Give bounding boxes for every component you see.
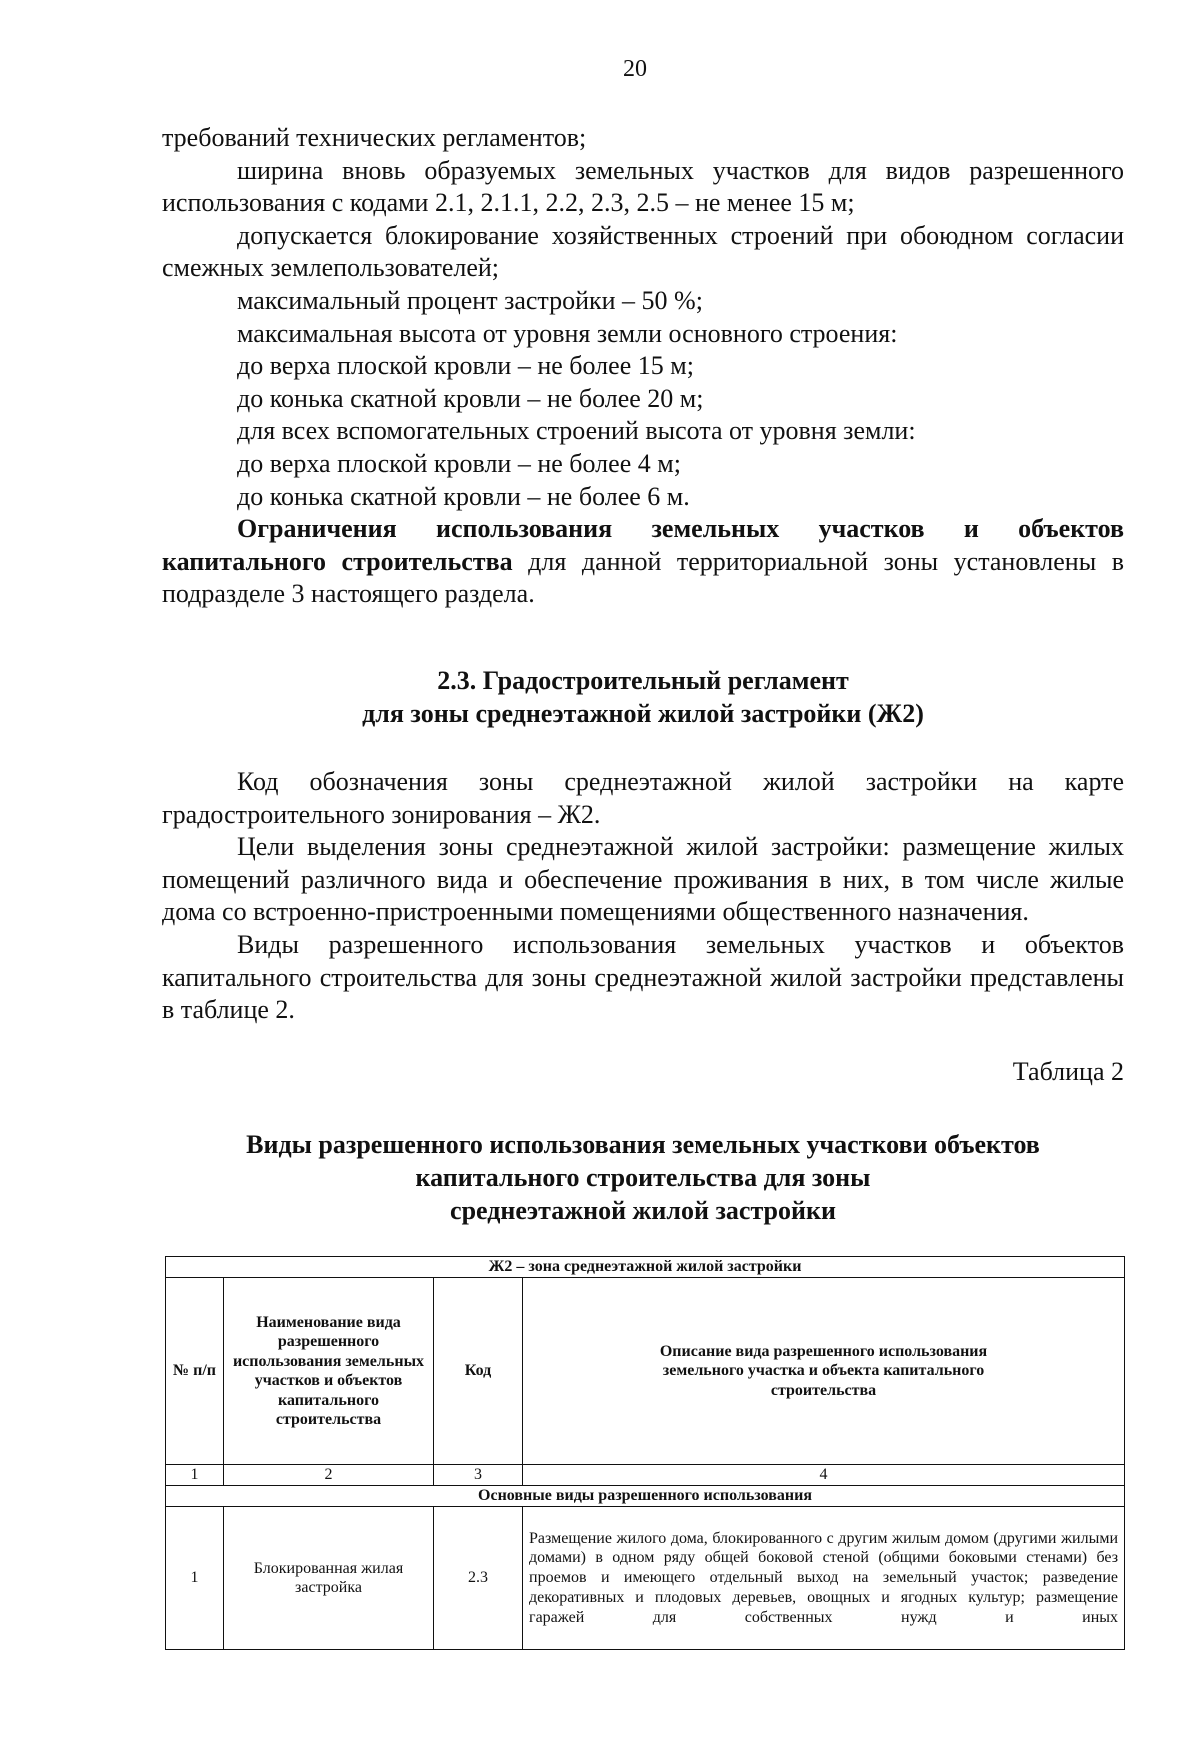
column-number: 1 — [166, 1465, 224, 1486]
row-code: 2.3 — [434, 1507, 523, 1650]
paragraph: для всех вспомогательных строений высота от уровня земли: — [237, 416, 916, 446]
restriction-paragraph — [162, 513, 1124, 611]
table-row — [166, 1507, 1125, 1650]
column-header-name: Наименование вида разрешенного использования земельных участков и объектов капитального строительства — [224, 1278, 434, 1465]
table-title — [162, 1128, 1124, 1227]
zone-header: Ж2 – зона среднеэтажной жилой застройки — [166, 1257, 1125, 1278]
section-body — [162, 766, 1124, 1027]
restriction-rest: для данной территориальной зоны установлены в подразделе 3 настоящего раздела. — [162, 546, 1124, 609]
column-number: 2 — [224, 1465, 434, 1486]
column-number: 4 — [523, 1465, 1125, 1486]
paragraph: до конька скатной кровли – не более 20 м; — [237, 383, 704, 413]
paragraph: требований технических регламентов; — [162, 123, 587, 152]
section-heading-line: 2.3. Градостроительный регламент — [437, 666, 849, 695]
paragraph: максимальный процент застройки – 50 %; — [237, 285, 703, 315]
column-header-description: Описание вида разрешенного использования земельного участка и объекта капитального строительства — [523, 1278, 1125, 1465]
paragraph: до верха плоской кровли – не более 4 м; — [237, 448, 681, 478]
column-header-code: Код — [434, 1278, 523, 1465]
document-body — [162, 122, 1124, 611]
row-description: Размещение жилого дома, блокированного с другим жилым домом (другими жилыми домами) в одном ряду общей боковой стеной (общими боковыми стенами) без проемов и имеющего отдельный выход на земельный участок; разведение декоративных и плодовых деревьев, овощных и ягодных культур; размещение гаражей для собственных нужд и иных — [523, 1507, 1125, 1650]
group-header: Основные виды разрешенного использования — [166, 1486, 1125, 1507]
paragraph: до верха плоской кровли – не более 15 м; — [237, 351, 694, 381]
paragraph: Цели выделения зоны среднеэтажной жилой застройки: размещение жилых помещений различного вида и обеспечение проживания в них, в том числе жилые дома со встроенно-пристроенными помещениями общественного назначения. — [162, 832, 1124, 927]
paragraph: максимальная высота от уровня земли основного строения: — [237, 318, 898, 348]
table-title-line: среднеэтажной жилой застройки — [450, 1196, 836, 1225]
row-name: Блокированная жилая застройка — [224, 1507, 434, 1650]
table-label: Таблица 2 — [1012, 1057, 1124, 1086]
zoning-table — [165, 1256, 1125, 1650]
paragraph: ширина вновь образуемых земельных участков для видов разрешенного использования с кодами 2.1, 2.1.1, 2.2, 2.3, 2.5 – не менее 15 м; — [162, 155, 1124, 218]
row-number: 1 — [166, 1507, 224, 1650]
paragraph: до конька скатной кровли – не более 6 м. — [237, 481, 690, 511]
table-title-line: капитального строительства для зоны — [415, 1163, 871, 1192]
paragraph: Виды разрешенного использования земельных участков и объектов капитального строительства для зоны среднеэтажной жилой застройки представлены в таблице 2. — [162, 929, 1124, 1025]
section-heading-line: для зоны среднеэтажной жилой застройки (Ж2) — [362, 699, 924, 728]
paragraph: допускается блокирование хозяйственных строений при обоюдном согласии смежных землепользователей; — [162, 220, 1124, 283]
column-number: 3 — [434, 1465, 523, 1486]
paragraph: Код обозначения зоны среднеэтажной жилой застройки на карте градостроительного зонирования – Ж2. — [162, 767, 1124, 829]
page-number: 20 — [623, 56, 647, 82]
column-header-number: № п/п — [166, 1278, 224, 1465]
table-title-line: Виды разрешенного использования земельных участкови объектов — [246, 1130, 1040, 1159]
section-heading — [162, 664, 1124, 730]
restriction-bold: Ограничения использования земельных участков и объектов капитального строительства — [162, 514, 1124, 576]
